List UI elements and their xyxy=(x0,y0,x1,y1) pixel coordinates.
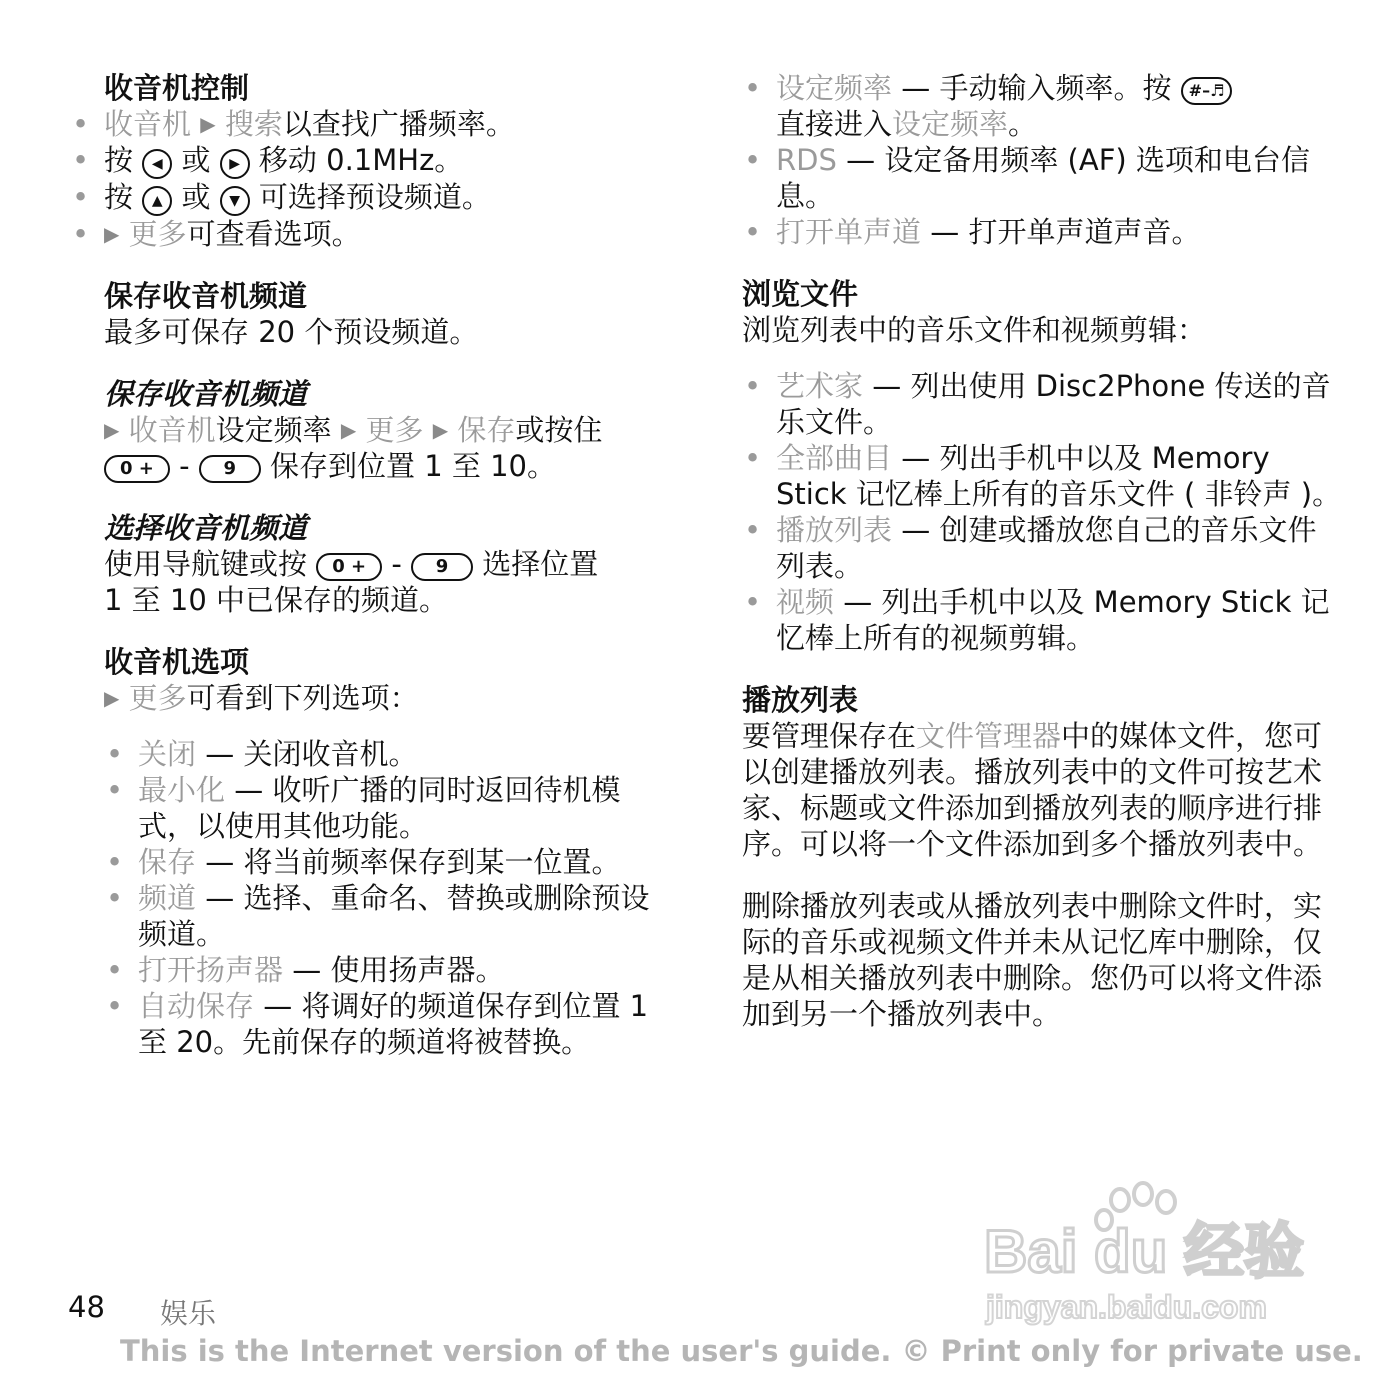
menu-term: 文件管理器 xyxy=(916,719,1062,753)
arrow-right-icon: ▶ xyxy=(432,418,449,442)
list-item xyxy=(742,70,1342,142)
item-text: 以查找广播频率。 xyxy=(282,107,515,141)
paragraph: 1 至 10 中已保存的频道。 xyxy=(104,583,449,617)
list-item xyxy=(742,512,1342,584)
task-heading-select-channel: 选择收音机频道 xyxy=(104,511,308,545)
list-item xyxy=(70,106,670,142)
section-heading-radio-options: 收音机选项 xyxy=(104,645,250,679)
paragraph: 浏览列表中的音乐文件和视频剪辑： xyxy=(742,313,1207,347)
option-term: 关闭 xyxy=(138,737,197,771)
option-desc: — 关闭收音机。 xyxy=(205,737,418,771)
item-text: 设定频率 xyxy=(215,413,332,447)
menu-term: 收音机 xyxy=(104,107,192,141)
left-column xyxy=(70,70,670,1060)
option-desc: — 收听广播的同时返回待机模式，以使用其他功能。 xyxy=(138,773,621,843)
section-heading-radio-control: 收音机控制 xyxy=(104,71,250,105)
option-term: 打开扬声器 xyxy=(138,953,284,987)
save-channel-section xyxy=(70,278,670,350)
list-item xyxy=(104,772,670,844)
item-text: 可查看选项。 xyxy=(186,217,361,251)
menu-term: 保存 xyxy=(457,413,516,447)
list-item xyxy=(70,142,670,179)
option-term: 打开单声道 xyxy=(776,215,922,249)
option-desc: — 打开单声道声音。 xyxy=(930,215,1201,249)
option-desc: — 列出手机中以及 Memory Stick 记忆棒上所有的音乐文件 ( 非铃声 )。 xyxy=(776,441,1342,511)
list-item xyxy=(104,880,670,952)
baidu-jingyan-watermark xyxy=(980,1180,1310,1330)
paragraph: 删除播放列表或从播放列表中删除文件时，实际的音乐或视频文件并未从记忆库中删除，仅是从相关播放列表中删除。您仍可以将文件添加到另一个播放列表中。 xyxy=(742,889,1323,1031)
list-item xyxy=(742,584,1342,656)
select-channel-task xyxy=(70,510,670,618)
option-desc: — 选择、重命名、替换或删除预设频道。 xyxy=(138,881,650,951)
item-text: 或 xyxy=(181,180,211,214)
page-number: 48 xyxy=(68,1290,105,1324)
nav-down-icon: ▼ xyxy=(220,186,250,216)
option-desc: — 创建或播放您自己的音乐文件列表。 xyxy=(776,513,1317,583)
list-item xyxy=(70,216,670,252)
section-heading-save-channel: 保存收音机频道 xyxy=(104,279,308,313)
watermark-url: jingyan.baidu.com xyxy=(986,1289,1267,1325)
arrow-right-icon: ▶ xyxy=(200,112,216,136)
arrow-right-icon: ▶ xyxy=(104,686,120,710)
save-channel-task xyxy=(70,376,670,484)
section-name: 娱乐 xyxy=(160,1297,217,1330)
list-item xyxy=(104,952,670,988)
radio-options-continued-list xyxy=(742,70,1342,250)
option-term: RDS xyxy=(776,143,837,177)
key-zero-icon: 0 + xyxy=(316,553,382,581)
menu-term: 更多 xyxy=(365,413,424,447)
menu-term: 搜索 xyxy=(224,107,283,141)
option-term: 设定频率 xyxy=(892,107,1009,141)
nav-left-icon: ◀ xyxy=(142,149,172,179)
item-text: - xyxy=(391,547,402,581)
list-item xyxy=(104,844,670,880)
option-term: 频道 xyxy=(138,881,197,915)
section-heading-playlists: 播放列表 xyxy=(742,683,859,717)
option-term: 播放列表 xyxy=(776,513,893,547)
menu-term: 更多 xyxy=(128,217,187,251)
list-item xyxy=(70,179,670,216)
item-text: 可选择预设频道。 xyxy=(258,180,491,214)
paragraph xyxy=(104,412,670,448)
playlists-section xyxy=(742,682,1342,1032)
nav-up-icon: ▲ xyxy=(142,186,172,216)
option-desc: — 列出手机中以及 Memory Stick 记忆棒上所有的视频剪辑。 xyxy=(776,585,1330,655)
list-item xyxy=(742,440,1342,512)
list-item xyxy=(104,736,670,772)
option-desc: — 将调好的频道保存到位置 1 至 20。先前保存的频道将被替换。 xyxy=(138,989,649,1059)
option-term: 自动保存 xyxy=(138,989,255,1023)
option-term: 艺术家 xyxy=(776,369,864,403)
key-nine-icon: 9 xyxy=(411,553,473,581)
option-term: 设定频率 xyxy=(776,71,893,105)
paragraph: 最多可保存 20 个预设频道。 xyxy=(104,315,479,349)
radio-control-list xyxy=(70,106,670,252)
list-item xyxy=(742,214,1342,250)
menu-term: 收音机 xyxy=(128,413,216,447)
copyright-notice: This is the Internet version of the user's guide. © Print only for private use. xyxy=(120,1334,1363,1368)
paragraph xyxy=(104,448,670,484)
option-term: 全部曲目 xyxy=(776,441,893,475)
item-text: 或 xyxy=(181,143,211,177)
task-heading-save-channel: 保存收音机频道 xyxy=(104,377,308,411)
right-column xyxy=(742,70,1342,1032)
paragraph xyxy=(104,680,670,716)
option-desc: — 设定备用频率 (AF) 选项和电台信息。 xyxy=(776,143,1310,213)
item-text: 要管理保存在 xyxy=(742,719,917,753)
menu-term: 更多 xyxy=(128,681,187,715)
item-text: 选择位置 xyxy=(482,547,599,581)
arrow-right-icon: ▶ xyxy=(104,222,120,246)
browse-files-section xyxy=(742,276,1342,656)
hash-key-icon: #–♬ xyxy=(1181,77,1233,105)
key-zero-icon: 0 + xyxy=(104,455,170,483)
item-text: 。 xyxy=(1008,107,1038,141)
arrow-right-icon: ▶ xyxy=(340,418,357,442)
option-term: 保存 xyxy=(138,845,197,879)
item-text: 中的媒体文件，您可以创建播放列表。播放列表中的文件可按艺术家、标题或文件添加到播放列表的顺序进行排序。可以将一个文件添加到多个播放列表中。 xyxy=(742,719,1323,861)
key-nine-icon: 9 xyxy=(199,455,261,483)
arrow-right-icon: ▶ xyxy=(104,418,120,442)
item-text: 使用导航键或按 xyxy=(104,547,308,581)
item-text: 可看到下列选项： xyxy=(186,681,419,715)
option-desc: — 使用扬声器。 xyxy=(292,953,505,987)
radio-options-list xyxy=(104,736,670,1060)
item-text: 按 xyxy=(104,180,134,214)
paragraph xyxy=(742,718,1342,862)
paragraph xyxy=(104,546,670,582)
option-desc: — 手动输入频率。按 xyxy=(901,71,1172,105)
item-text: 按 xyxy=(104,143,134,177)
radio-options-section xyxy=(70,644,670,1060)
option-desc: — 列出使用 Disc2Phone 传送的音乐文件。 xyxy=(776,369,1331,439)
list-item xyxy=(104,988,670,1060)
watermark-logo-text: Bai du 经验 xyxy=(984,1218,1305,1285)
item-text: - xyxy=(179,449,190,483)
item-text: 或按住 xyxy=(515,413,603,447)
item-text: 直接进入 xyxy=(776,107,893,141)
item-text: 保存到位置 1 至 10。 xyxy=(270,449,557,483)
list-item xyxy=(742,368,1342,440)
list-item xyxy=(742,142,1342,214)
option-term: 最小化 xyxy=(138,773,226,807)
nav-right-icon: ▶ xyxy=(220,149,250,179)
item-text: 移动 0.1MHz。 xyxy=(258,143,464,177)
browse-list xyxy=(742,368,1342,656)
option-term: 视频 xyxy=(776,585,835,619)
option-desc: — 将当前频率保存到某一位置。 xyxy=(205,845,621,879)
section-heading-browse: 浏览文件 xyxy=(742,277,859,311)
